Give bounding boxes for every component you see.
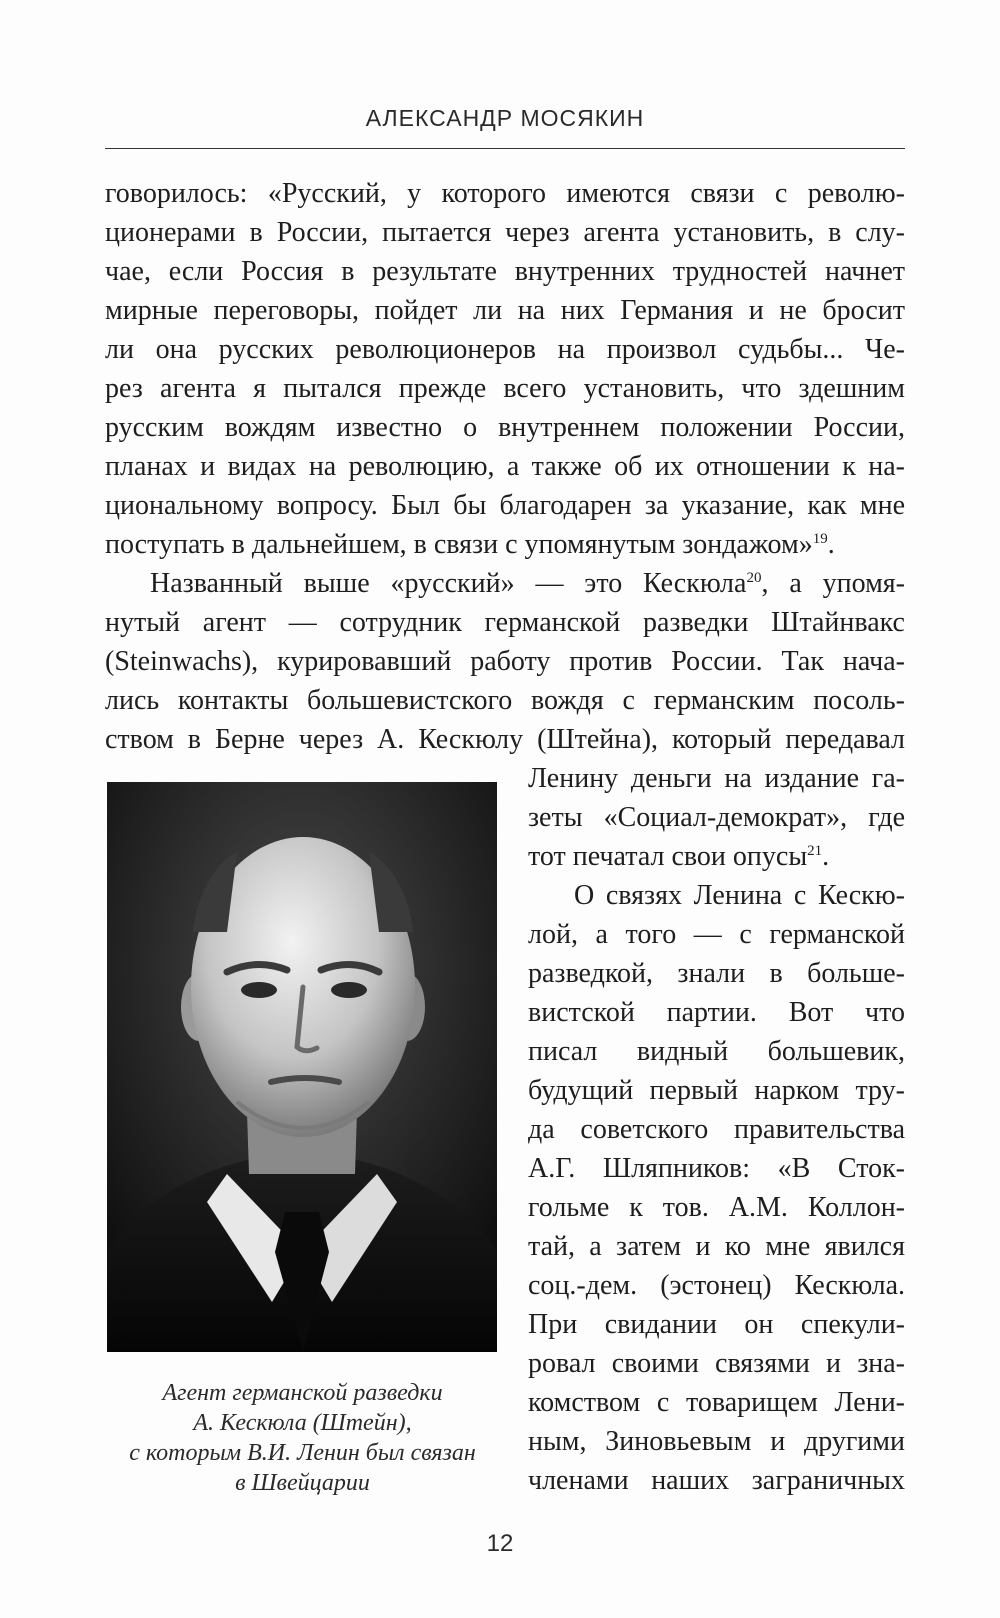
text-line: нутый агент — сотрудник германской разведки Штайнвакс [105, 607, 905, 638]
text-line: комством с товарищем Лени- [528, 1387, 905, 1418]
text-line: циональному вопросу. Был бы благодарен за указание, как мне [105, 490, 905, 521]
running-head: АЛЕКСАНДР МОСЯКИН [365, 105, 645, 131]
text-run: . [822, 841, 830, 872]
header-rule [105, 148, 905, 149]
footnote-ref[interactable]: 20 [746, 570, 762, 586]
text-line: При свидании он спекули- [528, 1309, 905, 1340]
text-run: поступать в дальнейшем, в связи с упомянутым зондажом» [105, 529, 813, 560]
text-line: зеты «Социал-демократ», где [528, 802, 905, 833]
text-line: А.Г. Шляпников: «В Сток- [528, 1153, 905, 1184]
text-line: лой, а того — с германской [528, 919, 905, 950]
portrait-illustration [107, 782, 497, 1352]
text-line: ством в Берне через А. Кескюлу (Штейна), который передавал [105, 724, 905, 755]
text-line: соц.-дем. (эстонец) Кескюла. [528, 1270, 905, 1301]
text-line: (Steinwachs), курировавший работу против России. Так нача- [105, 646, 905, 677]
text-line: лись контакты большевистского вождя с германским посоль- [105, 685, 905, 716]
text-line: О связях Ленина с Кескю- [574, 880, 905, 911]
text-line: русским вождям известно о внутреннем положении России, [105, 412, 905, 443]
text-line: мирные переговоры, пойдет ли на них Германия и не бросит [105, 295, 905, 326]
text-line: будущий первый нарком тру- [528, 1075, 905, 1106]
text-line: планах и видах на революцию, а также об их отношении к на- [105, 451, 905, 482]
page-number: 12 [486, 1530, 514, 1557]
text-line [150, 566, 905, 602]
text-line: гольме к тов. А.М. Коллон- [528, 1192, 905, 1223]
caption-line: А. Кескюла (Штейн), [193, 1410, 412, 1436]
figure-caption [100, 1378, 505, 1498]
text-line: говорилось: «Русский, у которого имеются связи с револю- [105, 178, 905, 209]
text-run: тот печатал свои опусы [528, 841, 808, 872]
footnote-ref[interactable]: 21 [807, 843, 823, 859]
text-line: Ленину деньги на издание га- [528, 763, 905, 794]
text-line: рез агента я пытался прежде всего установить, что здешним [105, 373, 905, 404]
text-run: , а упомя- [761, 568, 905, 599]
portrait-photo [107, 782, 497, 1352]
text-line [528, 839, 905, 875]
text-run: Названный выше «русский» — это Кескюла [150, 568, 747, 599]
text-line: чае, если Россия в результате внутренних трудностей начнет [105, 256, 905, 287]
text-line: разведкой, знали в больше- [528, 958, 905, 989]
text-line: членами наших заграничных [528, 1465, 905, 1496]
caption-line: с которым В.И. Ленин был связан [129, 1440, 476, 1466]
text-line: вистской партии. Вот что [528, 997, 905, 1028]
caption-line: Агент германской разведки [162, 1380, 443, 1406]
text-line: да советского правительства [528, 1114, 905, 1145]
text-run: . [827, 529, 835, 560]
text-line: ли она русских революционеров на произвол судьбы... Че- [105, 334, 905, 365]
text-line: ционерами в России, пытается через агента установить, в слу- [105, 217, 905, 248]
text-line: тай, а затем и ко мне явился [528, 1231, 905, 1262]
text-line: ным, Зиновьевым и другими [528, 1426, 905, 1457]
caption-line: в Швейцарии [235, 1470, 370, 1496]
text-line: писал видный большевик, [528, 1036, 905, 1067]
text-line: ровал своими связями и зна- [528, 1348, 905, 1379]
footnote-ref[interactable]: 19 [812, 531, 828, 547]
text-line [105, 527, 905, 563]
